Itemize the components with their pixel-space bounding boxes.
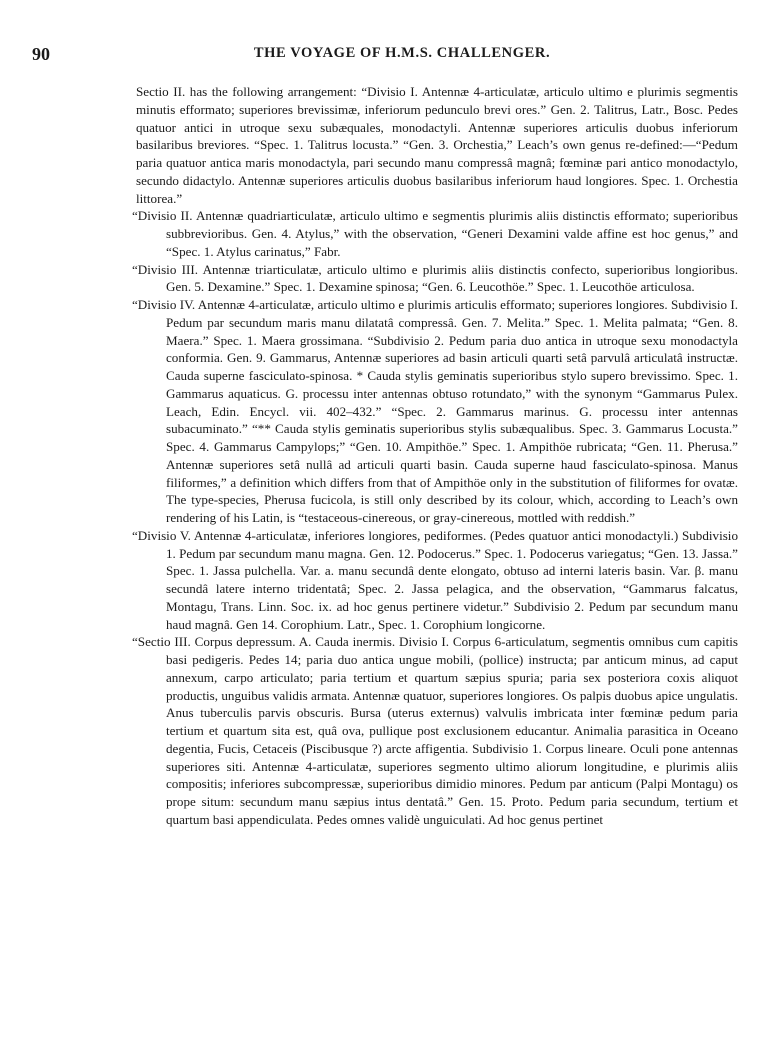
- paragraph-divisio-iv: “Divisio IV. Antennæ 4-articulatæ, articulo ultimo e plurimis articulis efformato; superiores longiores. Subdivisio I. Pedum par secundum maris manu dilatatâ compressâ. Gen. 7. Melita.” Spec. 1. Melita palmata; “Gen. 8. Maera.” Spec. 1. Maera grossimana. “Subdivisio 2. Pedum paria duo antica in utroque sexu monodactyla conformia. Gen. 9. Gammarus, Antennæ superiores ad basin articuli quarti setâ parvulâ articulatâ instructæ. Cauda superne fasciculato-spinosa. * Cauda stylis geminatis superioribus stylo supero brevissimo. Spec. 1. Gammarus aquaticus. G. processu inter antennas obtuso rotundato,” with the synonym “Gammarus Pulex. Leach, Edin. Encycl. vii. 402–432.” “Spec. 2. Gammarus marinus. G. processu inter antennas subacuminato.” “** Cauda stylis geminatis superioribus stylis subæqualibus. Spec. 3. Gammarus Locusta.” Spec. 4. Gammarus Campylops;” “Gen. 10. Ampithöe.” Spec. 1. Ampithöe rubricata; “Gen. 11. Pherusa.” Antennæ superiores setâ nullâ ad articuli quarti basin. Cauda superne haud fasciculato-spinosa. Manus filiformes,” a definition which differs from that of Ampithöe only in the substitution of filiformes for ovatæ. The type-species, Pherusa fucicola, is still only described by its colour, which, according to Leach’s own rendering of his Latin, is “testaceous-cinereous, or gray-cinereous, mottled with reddish.”: [132, 297, 738, 525]
- paragraph-divisio-ii: “Divisio II. Antennæ quadriarticulatæ, articulo ultimo e segmentis plurimis aliis distinctis efformato; superioribus subbrevioribus. Gen. 4. Atylus,” with the observation, “Generi Dexamini valde affine est hoc genus,” and “Spec. 1. Atylus carinatus,” Fabr.: [132, 208, 738, 259]
- page-header: [32, 44, 742, 66]
- body-text: [132, 83, 738, 829]
- paragraph-sectio-ii: [136, 83, 738, 207]
- paragraph-divisio-iii: “Divisio III. Antennæ triarticulatæ, articulo ultimo e plurimis aliis distinctis confecto, superioribus longioribus. Gen. 5. Dexamine.” Spec. 1. Dexamine spinosa; “Gen. 6. Leucothöe.” Spec. 1. Leucothöe articulosa.: [132, 261, 738, 295]
- paragraph-text: Antennæ 4-articulatæ, articulo ultimo e plurimis segmentis minutis efformato; superiores brevissimæ, inferiorum pedunculo brevi ores.” Gen. 2. Talitrus, Latr., Bosc. Pedes quatuor antici in utroque sexu subæquales, monodactyli. Antennæ superiores articulis duobus inferiorum basilaribus breviores. “Spec. 1. Talitrus locusta.” “Gen. 3. Orchestia,” Leach’s own genus re-defined:—“Pedum paria quatuor antica maris monodactyla, pari secundo manu compressâ magnâ; fœminæ pari antico monodactylo, secundo didactylo. Antennæ superiores articulis duobus basilaribus inferiorum haud longiores. Spec. 1. Orchestia littorea.”: [136, 84, 738, 206]
- paragraph-sectio-iii: “Sectio III. Corpus depressum. A. Cauda inermis. Divisio I. Corpus 6-articulatum, segmentis omnibus cum capitis basi pedigeris. Pedes 14; paria duo antica ungue mobili, (pollice) instructa; par anticum minus, ad caput annexum, carpo articulato; paria tertium et quartum sæpius spuria; paria sex posteriora coxis aliquot productis, unguibus validis armata. Antennæ quatuor, superiores longiores. Os palpis duobus apice ungulatis. Anus tuberculis parvis obscuris. Bursa (uterus externus) valvulis imbricata inter fœminæ pedum paria tertium et quartum sita est, quâ ova, pullique post exclusionem educantur. Animalia parasitica in Oceano degentia, Fucis, Cetaceis (Piscibusque ?) arcte affigentia. Subdivisio 1. Corpus lineare. Oculi pone antennas superiores siti. Antennæ 4-articulatæ, superiores segmento ultimo aliorum longitudine, e plurimis aliis compositis; inferiores subcompressæ, superioribus dimidio minores. Pedum par anticum (Palpi Montagu) os prope situm: secundum manu sæpius intus dentatâ.” Gen. 15. Proto. Pedum paria secundum, tertium et quartum basi appendiculata. Pedes omnes validè unguiculati. Ad hoc genus pertinet: [132, 634, 738, 827]
- page-number: 90: [32, 44, 50, 64]
- running-title: THE VOYAGE OF H.M.S. CHALLENGER.: [253, 45, 551, 61]
- paragraph-lead: Sectio II. has the following arrangement: “Divisio I.: [136, 84, 422, 99]
- paragraph-divisio-v: “Divisio V. Antennæ 4-articulatæ, inferiores longiores, pediformes. (Pedes quatuor antici monodactyli.) Subdivisio 1. Pedum par secundum manu magna. Gen. 12. Podocerus.” Spec. 1. Podocerus variegatus; “Gen. 13. Jassa.” Spec. 1. Jassa pulchella. Var. a. manu secundâ dente elongato, obtuso ad interni lateris basin. Var. β. manu secundâ latere interno tridentatâ; Spec. 2. Jassa pelagica, and the observation, “Gammarus falcatus, Montagu, Trans. Linn. Soc. ix. ad hoc genus pertinere videtur.” Subdivisio 2. Pedum par secundum manu haud magnâ. Gen 14. Corophium. Latr., Spec. 1. Corophium longicorne.: [132, 527, 738, 632]
